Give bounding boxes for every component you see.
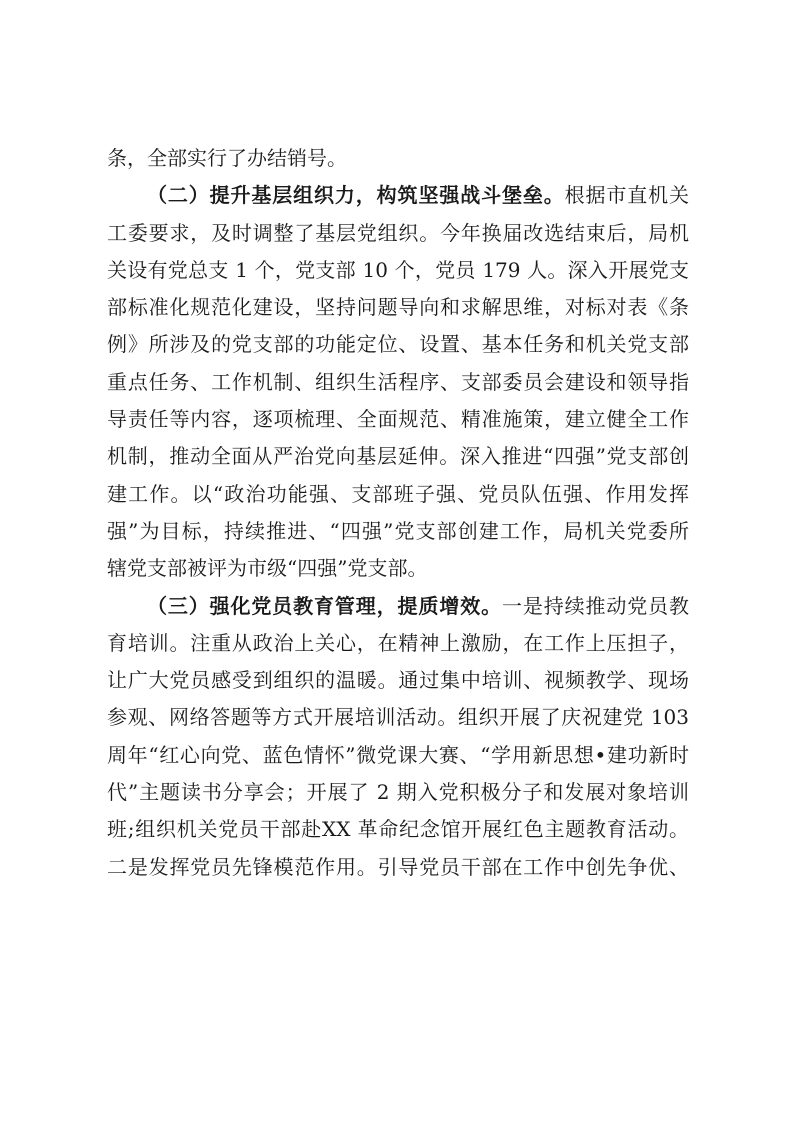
paragraph-line bbox=[107, 215, 689, 252]
paragraph-line bbox=[107, 476, 689, 513]
paragraph-line bbox=[107, 438, 689, 475]
text-segment: 代”主题读书分享会；开展了 2 期入党积极分子和发展对象培训 bbox=[107, 780, 689, 805]
text-segment: 机制，推动全面从严治党向基层延伸。深入推进“四强”党支部创 bbox=[107, 444, 689, 469]
section-heading-line bbox=[107, 177, 689, 214]
section-heading-2: （二）提升基层组织力，构筑坚强战斗堡垒。 bbox=[147, 183, 565, 208]
paragraph-line bbox=[107, 140, 689, 177]
paragraph-line bbox=[107, 699, 689, 736]
text-segment: 班;组织机关党员干部赴XX 革命纪念馆开展红色主题教育活动。 bbox=[107, 817, 689, 842]
paragraph-line bbox=[107, 625, 689, 662]
text-segment: 育培训。注重从政治上关心，在精神上激励，在工作上压担子， bbox=[107, 630, 689, 655]
paragraph-line bbox=[107, 849, 689, 886]
text-segment: 参观、网络答题等方式开展培训活动。组织开展了庆祝建党 103 bbox=[107, 705, 689, 730]
text-segment: 根据市直机关 bbox=[564, 183, 690, 208]
text-segment: 导责任等内容，逐项梳理、全面规范、精准施策，建立健全工作 bbox=[107, 407, 689, 432]
paragraph-line bbox=[107, 326, 689, 363]
paragraph-line bbox=[107, 252, 689, 289]
text-segment: 一是持续推动党员教 bbox=[501, 593, 690, 618]
paragraph-line bbox=[107, 737, 689, 774]
text-segment: 工委要求，及时调整了基层党组织。今年换届改选结束后，局机 bbox=[107, 220, 689, 245]
text-segment: 二是发挥党员先锋模范作用。引导党员干部在工作中创先争优、 bbox=[107, 854, 689, 879]
text-segment: 周年“红心向党、蓝色情怀”微党课大赛、“学用新思想•建功新时 bbox=[107, 742, 689, 767]
section-heading-line bbox=[107, 588, 689, 625]
paragraph-line bbox=[107, 513, 689, 550]
text-segment: 强”为目标，持续推进、“四强”党支部创建工作，局机关党委所 bbox=[107, 518, 689, 543]
paragraph-line bbox=[107, 774, 689, 811]
paragraph-line bbox=[107, 289, 689, 326]
body-text bbox=[107, 140, 689, 886]
text-segment: 重点任务、工作机制、组织生活程序、支部委员会建设和领导指 bbox=[107, 369, 689, 394]
paragraph-line bbox=[107, 662, 689, 699]
paragraph-line bbox=[107, 401, 689, 438]
text-segment: 关设有党总支 1 个，党支部 10 个，党员 179 人。深入开展党支 bbox=[107, 257, 689, 282]
text-segment: 条，全部实行了办结销号。 bbox=[107, 146, 347, 170]
text-segment: 例》所涉及的党支部的功能定位、设置、基本任务和机关党支部 bbox=[107, 332, 689, 357]
text-segment: 建工作。以“政治功能强、支部班子强、党员队伍强、作用发挥 bbox=[107, 481, 689, 506]
paragraph-line bbox=[107, 811, 689, 848]
text-segment: 让广大党员感受到组织的温暖。通过集中培训、视频教学、现场 bbox=[107, 668, 689, 693]
paragraph-line bbox=[107, 364, 689, 401]
text-segment: 辖党支部被评为市级“四强”党支部。 bbox=[107, 556, 428, 581]
section-heading-3: （三）强化党员教育管理，提质增效。 bbox=[147, 593, 502, 618]
paragraph-line bbox=[107, 550, 689, 587]
text-segment: 部标准化规范化建设，坚持问题导向和求解思维，对标对表《条 bbox=[107, 295, 689, 320]
